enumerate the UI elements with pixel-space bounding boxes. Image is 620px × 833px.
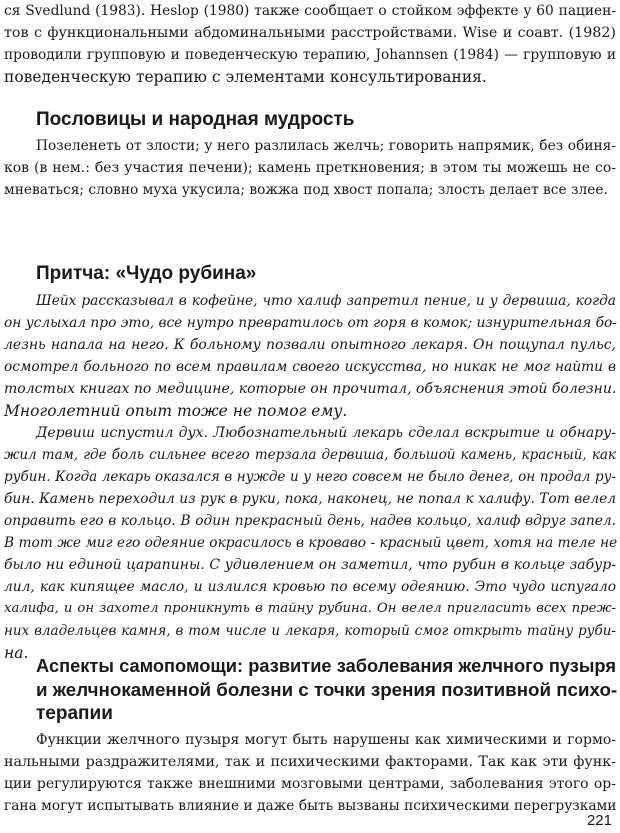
parable-line: было ни единой царапины. С удивлением он заметил, что рубин в кольце забур- xyxy=(4,557,616,573)
selfhelp-heading-line: терапии xyxy=(36,703,113,724)
proverbs-heading: Пословицы и народная мудрость xyxy=(36,109,355,130)
selfhelp-line: нальными раздражителями, так и психическими факторами. Так как эти функ- xyxy=(4,754,616,770)
selfhelp-line: Функции желчного пузыря могут быть нарушены как химическими и гормо- xyxy=(36,732,616,748)
parable-line: В тот же миг его одеяние окрасилось в кроваво - красный цвет, хотя на теле не xyxy=(4,535,618,551)
intro-line: тов с функциональными абдоминальными расстройствами. Wise и соавт. (1982) xyxy=(4,25,616,41)
parable-line: на. xyxy=(4,644,29,662)
parable-line: Дервиш испустил дух. Любознательный лекарь сделал вскрытие и обнару- xyxy=(36,425,616,441)
proverbs-line: Позеленеть от злости; у него разлилась желчь; говорить напрямик, без обиня- xyxy=(36,138,616,154)
parable-line: бин. Камень переходил из рук в руки, пока, наконец, не попал к халифу. Тот велел xyxy=(4,491,616,507)
parable-line: осмотрел больного по всем правилам своего искусства, но никак не мог найти в xyxy=(4,359,616,375)
selfhelp-line: гана могут испытывать влияние и даже быть вызваны психическими перегрузками xyxy=(4,798,616,814)
parable-line: толстых книгах по медицине, которые он прочитал, объяснения этой болезни. xyxy=(4,381,617,397)
parable-line: халифа, и он захотел проникнуть в тайну рубина. Он велел пригласить всех преж- xyxy=(4,601,616,616)
selfhelp-line: ции регулируются также внешними мозговыми центрами, заболевания этого ор- xyxy=(4,776,616,792)
parable-heading: Притча: «Чудо рубина» xyxy=(36,263,257,284)
parable-line: жил там, где боль сильнее всего терзала дервиша, большой камень, красный, как xyxy=(4,447,616,463)
parable-line: он услыхал про это, все нутро превратилось от горя в комок; изнурительная бо- xyxy=(4,315,617,331)
parable-line: лезнь напала на него. К больному позвали опытного лекаря. Он пощупал пульс, xyxy=(4,337,616,353)
proverbs-line: ков (в нем.: без участия печени); камень преткновения; в этом ты можешь не со- xyxy=(4,160,616,176)
intro-line: поведенческую терапию с элементами консультирования. xyxy=(4,68,487,86)
parable-line: Шейх рассказывал в кофейне, что халиф запретил пение, и у дервиша, когда xyxy=(36,293,616,309)
intro-line: ся Svedlund (1983). Heslop (1980) также сообщает о стойком эффекте у 60 пациен- xyxy=(4,3,616,19)
proverbs-line: мневаться; словно муха укусила; вожжа под хвост попала; злость делает все злее. xyxy=(4,182,608,198)
parable-line: Многолетний опыт тоже не помог ему. xyxy=(4,402,348,420)
parable-line: лил, как кипящее масло, и излился кровью по всему одеянию. Это чудо испугало xyxy=(4,579,616,595)
selfhelp-heading-line: и желчнокаменной болезни с точки зрения позитивной психо- xyxy=(36,679,618,700)
selfhelp-heading-line: Аспекты самопомощи: развитие заболевания желчного пузыря xyxy=(36,655,616,676)
parable-line: них владельцев камня, в том числе и лекаря, который смог открыть тайну руби- xyxy=(4,623,616,639)
parable-line: оправить его в кольцо. В один прекрасный день, надев кольцо, халиф вдруг запел. xyxy=(4,513,616,529)
page-number: 221 xyxy=(586,812,612,829)
parable-line: рубин. Когда лекарь оказался в нужде и у него совсем не было денег, он продал ру- xyxy=(4,469,616,485)
intro-line: проводили групповую и поведенческую терапию, Johannsen (1984) — групповую и xyxy=(4,47,616,63)
